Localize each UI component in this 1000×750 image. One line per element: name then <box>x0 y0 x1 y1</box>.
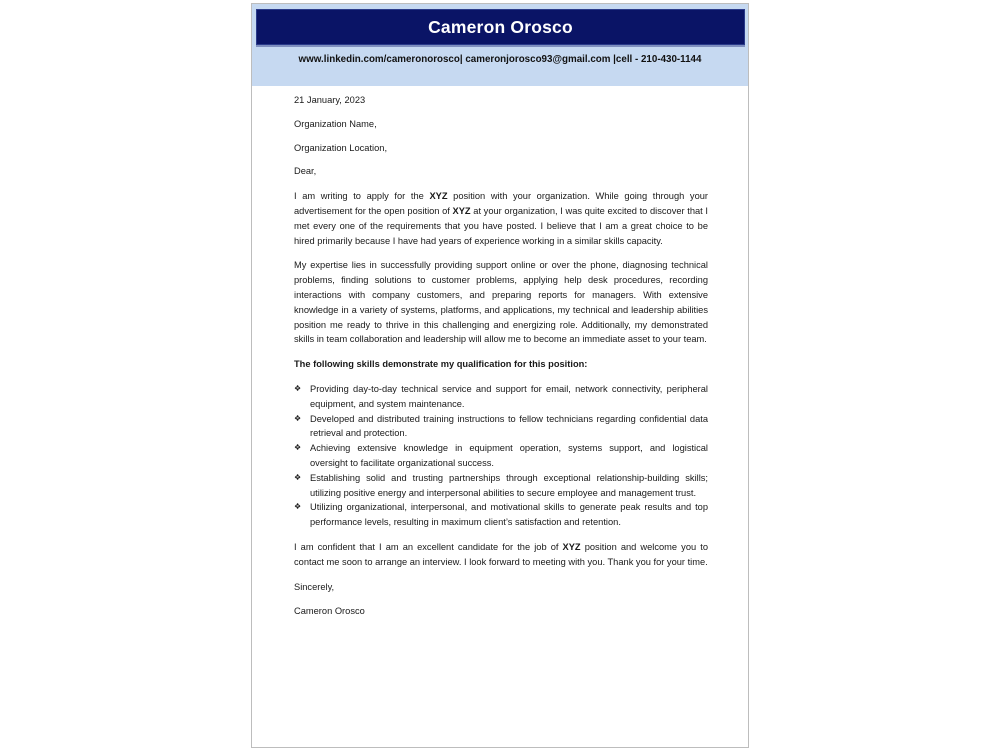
header-band <box>252 4 748 86</box>
organization-name: Organization Name, <box>294 118 377 129</box>
closing-position: XYZ <box>562 541 581 552</box>
diamond-bullet-icon: ❖ <box>294 383 302 393</box>
letter-body <box>294 93 708 619</box>
signature-name: Cameron Orosco <box>294 606 365 617</box>
diamond-bullet-icon: ❖ <box>294 443 302 453</box>
skill-item <box>294 471 708 501</box>
intro-position-1: XYZ <box>429 191 448 202</box>
skill-text: Achieving extensive knowledge in equipment operation, systems support, and logistical oversight to facilitate organizational success. <box>310 443 708 468</box>
sign-off: Sincerely, <box>294 581 335 592</box>
organization-location: Organization Location, <box>294 142 388 153</box>
diamond-bullet-icon: ❖ <box>294 472 302 482</box>
skill-text: Providing day-to-day technical service and support for email, network connectivity, peripheral equipment, and system maintenance. <box>310 383 708 409</box>
closing-text-1: I am confident that I am an excellent candidate for the job of <box>294 541 563 552</box>
intro-text-1: I am writing to apply for the <box>294 191 430 202</box>
skills-heading: The following skills demonstrate my qualification for this position: <box>294 359 588 370</box>
skill-item <box>294 412 708 442</box>
skill-text: Establishing solid and trusting partnerships through exceptional relationship-building skills; utilizing positive energy and interpersonal abilities to secure employee and management trust. <box>310 472 708 498</box>
letter-date: 21 January, 2023 <box>294 95 366 105</box>
skill-text: Developed and distributed training instructions to fellow technicians regarding confidential data retrieval and protection. <box>310 413 708 439</box>
intro-paragraph <box>294 189 708 248</box>
closing-paragraph <box>294 540 708 570</box>
closing-text-2: position and welcome you to contact me soon to arrange an interview. I look forward to meeting with you. Thank you for your time. <box>294 541 708 567</box>
intro-text-3: at your organization, I was quite excited to discover that I met every one of the requirements that you have posted. I believe that I am a great choice to be hired primarily because I have had years of experience working in a similar skills capacity. <box>294 205 708 246</box>
skill-item <box>294 500 708 530</box>
diamond-bullet-icon: ❖ <box>294 413 302 423</box>
expertise-paragraph: My expertise lies in successfully providing support online or over the phone, diagnosing technical problems, finding solutions to customer problems, applying help desk procedures, recording interactions with company customers, and preparing reports for managers. With extensive knowledge in a variety of systems, platforms, and applications, my technical and leadership abilities position me ready to thrive in this challenging and energizing role. Additionally, my demonstrated skills in team collaboration and leadership will allow me to become an immediate asset to your team. <box>294 260 708 345</box>
skill-text: Utilizing organizational, interpersonal, and motivational skills to generate peak results and top performance levels, resulting in maximum client’s satisfaction and retention. <box>310 502 708 528</box>
intro-position-2: XYZ <box>452 205 471 216</box>
skill-item <box>294 382 708 412</box>
intro-text-2: position with your organization. While going through your advertisement for the open position of <box>294 191 709 216</box>
diamond-bullet-icon: ❖ <box>294 502 302 512</box>
contact-line: www.linkedin.com/cameronorosco| cameronjorosco93@gmail.com |cell - 210-430-1144 <box>298 54 702 65</box>
name-banner <box>256 9 745 45</box>
letter-page <box>251 3 749 748</box>
skills-list <box>294 382 708 530</box>
applicant-name: Cameron Orosco <box>428 16 573 37</box>
salutation: Dear, <box>294 166 317 177</box>
skill-item <box>294 441 708 471</box>
